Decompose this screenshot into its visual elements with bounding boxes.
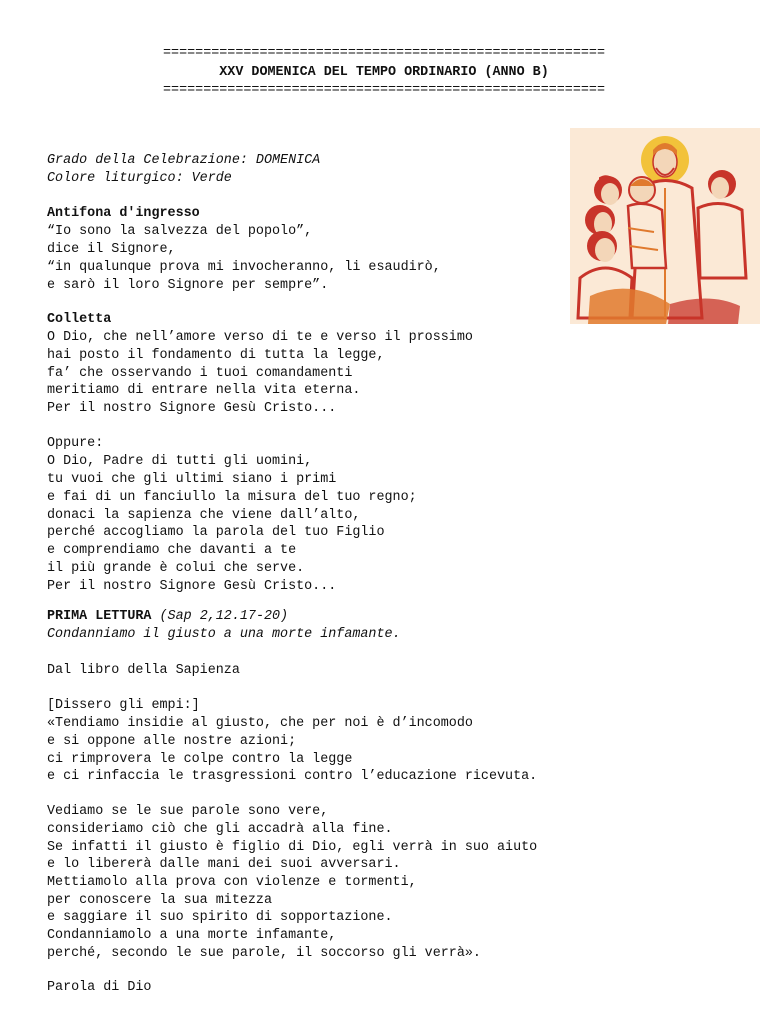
reading-line: [Dissero gli empi:] — [47, 698, 200, 713]
reading-closing: Parola di Dio — [47, 980, 152, 995]
colletta-heading: Colletta — [47, 312, 112, 327]
colletta-line: meritiamo di entrare nella vita eterna. — [47, 383, 361, 398]
colletta-line: fa’ che osservando i tuoi comandamenti — [47, 366, 353, 381]
reading-line: e si oppone alle nostre azioni; — [47, 734, 297, 749]
colletta-line: Per il nostro Signore Gesù Cristo... — [47, 401, 337, 416]
alternative-line: tu vuoi che gli ultimi siano i primi — [47, 472, 337, 487]
colletta-line: O Dio, che nell’amore verso di te e verso il prossimo — [47, 330, 473, 345]
reading-line: e saggiare il suo spirito di sopportazione. — [47, 910, 393, 925]
apostle-face-left-low — [595, 238, 615, 262]
header-rule-bottom: ======================================================= — [163, 83, 605, 98]
reading-source: Dal libro della Sapienza — [47, 663, 240, 678]
colletta-line: hai posto il fondamento di tutta la legge, — [47, 348, 385, 363]
reading-line: ci rimprovera le colpe contro la legge — [47, 752, 353, 767]
reading-reference: (Sap 2,12.17-20) — [159, 609, 289, 624]
header-rule-top: ======================================================= — [163, 46, 605, 61]
celebration-grade: Grado della Celebrazione: DOMENICA — [47, 153, 321, 168]
alternative-label: Oppure: — [47, 436, 104, 451]
antifona-line: “in qualunque prova mi invocheranno, li esaudirò, — [47, 260, 441, 275]
apostle-robe-right — [698, 203, 746, 278]
antifona-line: e sarò il loro Signore per sempre”. — [47, 278, 329, 293]
page-title: XXV DOMENICA DEL TEMPO ORDINARIO (ANNO B) — [219, 65, 549, 80]
reading-subtitle: Condanniamo il giusto a una morte infamante. — [47, 627, 401, 642]
alternative-line: donaci la sapienza che viene dall’alto, — [47, 508, 361, 523]
alternative-line: Per il nostro Signore Gesù Cristo... — [47, 579, 337, 594]
apostle-face-left-top — [601, 183, 619, 205]
reading-line: Se infatti il giusto è figlio di Dio, egli verrà in suo aiuto — [47, 840, 538, 855]
antifona-line: dice il Signore, — [47, 242, 176, 257]
reading-heading: PRIMA LETTURA — [47, 609, 152, 624]
reading-line: Vediamo se le sue parole sono vere, — [47, 804, 329, 819]
apostle-face-right — [711, 177, 729, 199]
jesus-with-child-illustration — [570, 128, 760, 324]
alternative-line: il più grande è colui che serve. — [47, 561, 305, 576]
antifona-line: “Io sono la salvezza del popolo”, — [47, 224, 313, 239]
reading-line: per conoscere la sua mitezza — [47, 893, 272, 908]
reading-line: e ci rinfaccia le trasgressioni contro l’educazione ricevuta. — [47, 769, 538, 784]
reading-line: consideriamo ciò che gli accadrà alla fine. — [47, 822, 393, 837]
reading-line: «Tendiamo insidie al giusto, che per noi è d’incomodo — [47, 716, 473, 731]
alternative-line: e comprendiamo che davanti a te — [47, 543, 297, 558]
antifona-heading: Antifona d'ingresso — [47, 206, 200, 221]
child-body — [628, 204, 666, 268]
liturgical-color: Colore liturgico: Verde — [47, 171, 232, 186]
alternative-line: O Dio, Padre di tutti gli uomini, — [47, 454, 313, 469]
reading-line: Mettiamolo alla prova con violenze e tormenti, — [47, 875, 417, 890]
reading-line: Condanniamolo a una morte infamante, — [47, 928, 337, 943]
reading-line: perché, secondo le sue parole, il soccorso gli verrà». — [47, 946, 481, 961]
alternative-line: perché accogliamo la parola del tuo Figlio — [47, 525, 385, 540]
lower-drape-right — [668, 298, 740, 324]
reading-line: e lo libererà dalle mani dei suoi avversari. — [47, 857, 401, 872]
alternative-line: e fai di un fanciullo la misura del tuo regno; — [47, 490, 417, 505]
reading-heading-line — [47, 609, 288, 625]
